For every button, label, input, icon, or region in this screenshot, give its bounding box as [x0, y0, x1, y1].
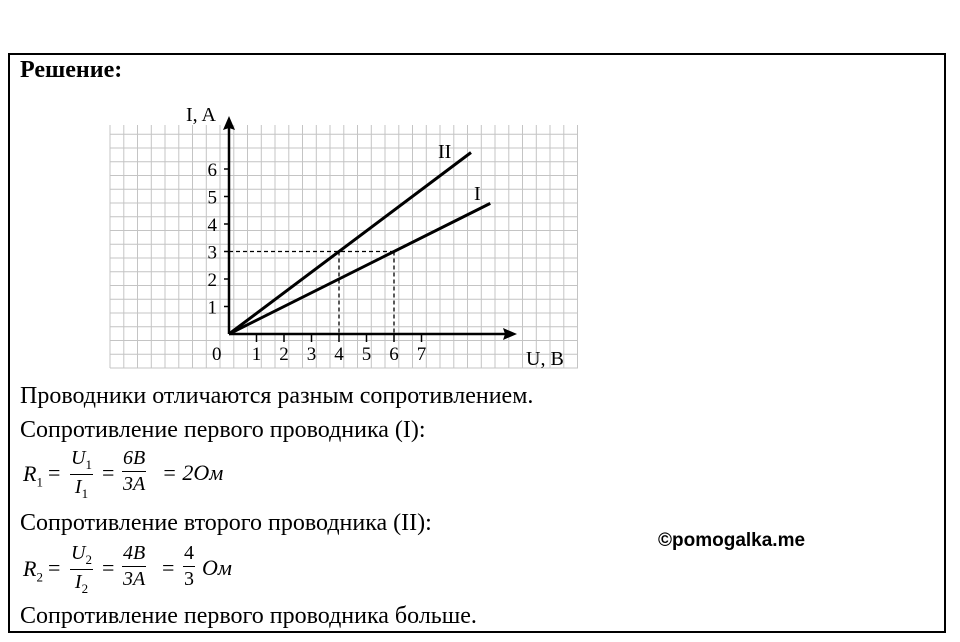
equals-sign: = — [48, 555, 61, 580]
formula-r2 — [20, 538, 280, 602]
r2-lhs: $R_2$ — [23, 556, 43, 585]
x-tick-label: 7 — [416, 344, 427, 365]
text-line-3: Сопротивление второго проводника (II): — [20, 510, 432, 536]
numerator: 4B — [122, 543, 146, 567]
numerator: 6B — [122, 448, 146, 472]
y-tick-label: 2 — [207, 270, 217, 291]
equals-sign: = — [48, 460, 61, 485]
fraction-6b-3a — [122, 448, 146, 495]
fraction-4b-3a — [122, 543, 146, 590]
numerator: 4 — [183, 543, 195, 567]
x-axis-label: U, B — [526, 348, 564, 370]
equals-sign: = — [102, 555, 115, 580]
x-tick-label: 4 — [334, 344, 344, 365]
x-tick-label: 1 — [251, 344, 262, 365]
r2-unit: Ом — [202, 555, 232, 580]
y-tick-label: 1 — [207, 297, 217, 319]
iv-graph — [100, 100, 590, 375]
x-tick-label: 2 — [279, 344, 289, 365]
solution-heading: Решение: — [20, 57, 123, 83]
denominator: $I_2$ — [74, 570, 89, 596]
series-line-II — [229, 153, 471, 335]
fraction-u2-i2 — [70, 543, 93, 595]
denominator: 3 — [184, 568, 194, 590]
x-axis-arrow — [503, 328, 517, 340]
fraction-4-3 — [183, 543, 195, 590]
numerator: $U_1$ — [70, 448, 93, 475]
equals-sign: = — [102, 460, 115, 485]
text-line-4: Сопротивление первого проводника больше. — [20, 603, 477, 629]
r1-lhs: $R_1$ — [23, 461, 43, 490]
y-tick-label: 6 — [207, 160, 217, 181]
y-axis-arrow — [223, 116, 235, 130]
y-tick-label: 4 — [207, 215, 217, 236]
r1-result: = 2Ом — [162, 460, 224, 485]
y-axis-label: I, A — [186, 104, 216, 126]
x-tick-label: 5 — [361, 344, 372, 365]
x-tick-label: 6 — [389, 344, 399, 365]
denominator: 3A — [123, 568, 146, 590]
formula-r1 — [20, 444, 280, 508]
text-line-2: Сопротивление первого проводника (I): — [20, 417, 426, 443]
line-label-II: II — [438, 141, 452, 163]
y-tick-label: 3 — [207, 242, 217, 264]
series-lines — [229, 153, 490, 335]
series-line-I — [229, 203, 490, 334]
x-tick-label: 3 — [306, 344, 317, 365]
denominator: $I_1$ — [74, 475, 89, 501]
line-label-I: I — [474, 183, 481, 205]
text-line-1: Проводники отличаются разным сопротивлением. — [20, 383, 534, 409]
origin-label: 0 — [212, 344, 222, 365]
denominator: 3A — [123, 473, 146, 495]
watermark: ©pomogalka.me — [658, 530, 806, 551]
y-tick-label: 5 — [207, 187, 217, 209]
fraction-u1-i1 — [70, 448, 93, 500]
numerator: $U_2$ — [70, 543, 93, 570]
equals-sign: = — [162, 555, 175, 580]
